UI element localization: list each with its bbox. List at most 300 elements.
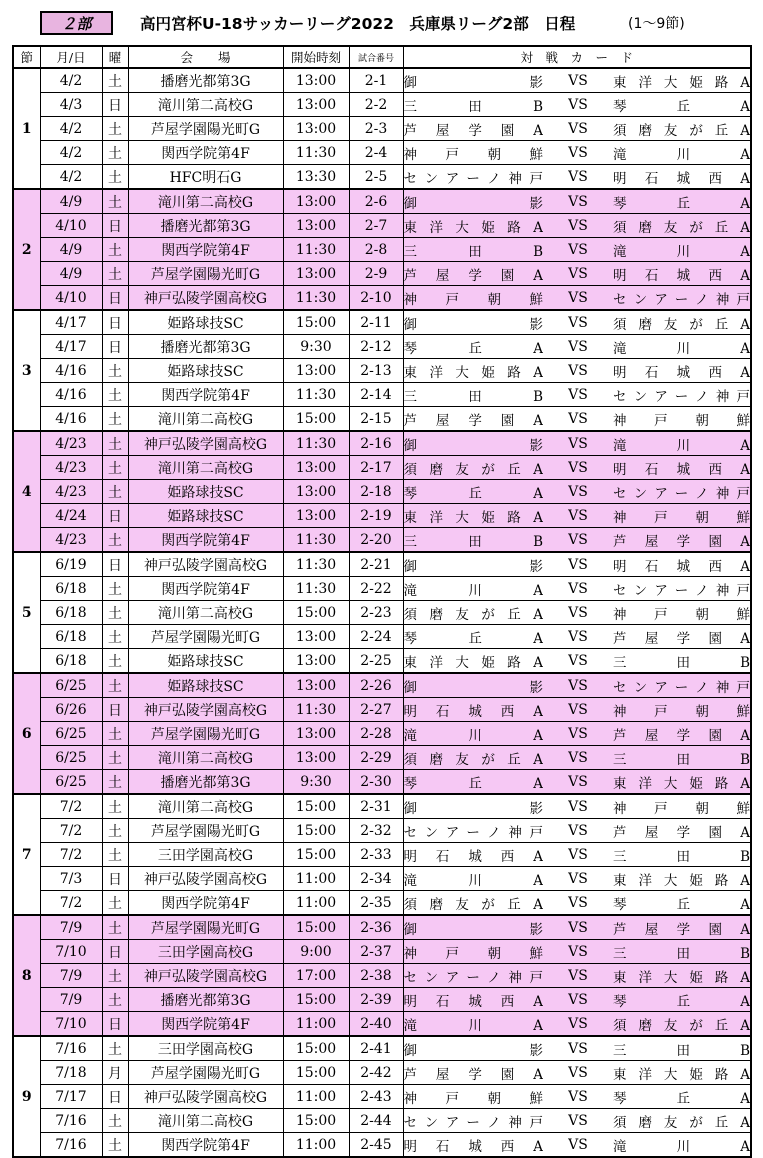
home-team: 御影 [403,558,543,575]
match-date: 7/2 [40,819,102,843]
away-team: 須磨友が丘A [613,1114,751,1131]
round-range: (1〜9節) [628,16,685,32]
match-venue: 神戸弘陵学園高校G [128,431,283,456]
home-team: センアーノ神戸 [403,969,543,986]
match-row [13,335,751,359]
match-venue: 関西学院第4F [128,577,283,601]
match-start-time: 9:00 [283,940,349,964]
vs-label: VS [543,1012,613,1037]
page-title: 高円宮杯U-18サッカーリーグ2022 兵庫県リーグ2部 日程 [140,15,576,33]
away-team: 芦屋学園A [613,921,751,938]
home-team: 神戸朝鮮 [403,146,543,163]
away-team-cell [613,117,751,141]
away-team-cell [613,480,751,504]
match-venue: 播磨光都第3G [128,214,283,238]
match-weekday: 土 [102,770,128,795]
match-venue: 滝川第二高校G [128,601,283,625]
home-team-cell [403,1061,543,1085]
away-team: 芦屋学園A [613,727,751,744]
vs-label: VS [543,93,613,117]
match-date: 7/16 [40,1133,102,1158]
match-venue: 姫路球技SC [128,649,283,674]
match-venue: 関西学院第4F [128,528,283,553]
match-weekday: 月 [102,1061,128,1085]
match-start-time: 13:00 [283,262,349,286]
match-row [13,238,751,262]
vs-label: VS [543,1061,613,1085]
home-team-cell [403,480,543,504]
round-number: 7 [13,794,40,915]
match-weekday: 土 [102,407,128,432]
away-team: 明石城西A [613,461,751,478]
match-venue: 関西学院第4F [128,238,283,262]
away-team-cell [613,722,751,746]
home-team-cell [403,262,543,286]
away-team: 明石城西A [613,558,751,575]
match-start-time: 13:00 [283,649,349,674]
match-date: 4/2 [40,165,102,190]
match-date: 7/18 [40,1061,102,1085]
match-weekday: 日 [102,335,128,359]
match-date: 4/9 [40,238,102,262]
match-weekday: 土 [102,189,128,214]
home-team-cell [403,383,543,407]
round-number: 4 [13,431,40,552]
vs-label: VS [543,1109,613,1133]
home-team: センアーノ神戸 [403,1114,543,1131]
home-team: センアーノ神戸 [403,170,543,187]
match-row [13,68,751,93]
match-venue: 播磨光都第3G [128,335,283,359]
vs-label: VS [543,141,613,165]
away-team: 東洋大姫路A [613,969,751,986]
match-date: 7/2 [40,843,102,867]
match-start-time: 13:00 [283,625,349,649]
match-venue: 姫路球技SC [128,504,283,528]
away-team: 東洋大姫路A [613,872,751,889]
schedule-table [12,45,752,1158]
match-number: 2-35 [349,891,403,916]
match-venue: 姫路球技SC [128,673,283,698]
match-weekday: 土 [102,843,128,867]
match-start-time: 11:30 [283,577,349,601]
home-team-cell [403,746,543,770]
home-team-cell [403,625,543,649]
match-date: 7/16 [40,1109,102,1133]
match-date: 6/18 [40,577,102,601]
match-weekday: 日 [102,310,128,335]
home-team-cell [403,867,543,891]
match-date: 4/24 [40,504,102,528]
match-row [13,625,751,649]
vs-label: VS [543,214,613,238]
header-matchup: 対 戦 カ ー ド [403,46,751,68]
match-start-time: 11:30 [283,698,349,722]
match-venue: 神戸弘陵学園高校G [128,867,283,891]
match-weekday: 日 [102,552,128,577]
match-weekday: 日 [102,286,128,311]
match-venue: 姫路球技SC [128,359,283,383]
away-team-cell [613,238,751,262]
away-team-cell [613,383,751,407]
home-team: 須磨友が丘A [403,606,543,623]
vs-label: VS [543,722,613,746]
match-row [13,577,751,601]
home-team-cell [403,141,543,165]
match-venue: 関西学院第4F [128,141,283,165]
match-number: 2-4 [349,141,403,165]
match-row [13,431,751,456]
home-team-cell [403,407,543,432]
match-row [13,286,751,311]
match-weekday: 土 [102,819,128,843]
home-team: 琴丘A [403,630,543,647]
match-weekday: 日 [102,867,128,891]
vs-label: VS [543,698,613,722]
match-date: 4/23 [40,431,102,456]
match-row [13,988,751,1012]
away-team-cell [613,698,751,722]
away-team-cell [613,286,751,311]
match-start-time: 13:00 [283,673,349,698]
match-date: 4/23 [40,456,102,480]
away-team-cell [613,915,751,940]
vs-label: VS [543,431,613,456]
match-venue: 芦屋学園陽光町G [128,1061,283,1085]
home-team: 須磨友が丘A [403,461,543,478]
match-venue: 播磨光都第3G [128,770,283,795]
home-team: センアーノ神戸 [403,824,543,841]
away-team: 琴丘A [613,1090,751,1107]
match-row [13,794,751,819]
header-weekday: 曜 [102,46,128,68]
away-team: 須磨友が丘A [613,122,751,139]
match-venue: 三田学園高校G [128,940,283,964]
away-team-cell [613,407,751,432]
home-team: 御影 [403,800,543,817]
home-team-cell [403,988,543,1012]
match-number: 2-43 [349,1085,403,1109]
match-date: 4/2 [40,141,102,165]
vs-label: VS [543,456,613,480]
away-team: 三田B [613,945,751,962]
match-number: 2-14 [349,383,403,407]
round-number: 9 [13,1036,40,1157]
match-venue: HFC明石G [128,165,283,190]
match-venue: 滝川第二高校G [128,1109,283,1133]
match-number: 2-8 [349,238,403,262]
match-date: 7/2 [40,891,102,916]
home-team: 須磨友が丘A [403,896,543,913]
match-weekday: 土 [102,1133,128,1158]
match-weekday: 日 [102,1012,128,1037]
match-number: 2-33 [349,843,403,867]
match-start-time: 15:00 [283,601,349,625]
away-team: 明石城西A [613,170,751,187]
match-number: 2-39 [349,988,403,1012]
match-date: 6/25 [40,770,102,795]
away-team-cell [613,1012,751,1037]
match-number: 2-19 [349,504,403,528]
match-start-time: 15:00 [283,310,349,335]
match-row [13,1085,751,1109]
match-date: 4/10 [40,214,102,238]
away-team: 琴丘A [613,195,751,212]
match-start-time: 11:00 [283,1133,349,1158]
match-row [13,746,751,770]
away-team: センアーノ神戸 [613,485,751,502]
match-number: 2-32 [349,819,403,843]
home-team: 東洋大姫路A [403,219,543,236]
match-date: 6/25 [40,722,102,746]
header-start-time: 開始時刻 [283,46,349,68]
match-weekday: 日 [102,698,128,722]
vs-label: VS [543,601,613,625]
match-start-time: 15:00 [283,843,349,867]
header-venue: 会 場 [128,46,283,68]
match-row [13,649,751,674]
home-team: 神戸朝鮮 [403,291,543,308]
match-number: 2-10 [349,286,403,311]
away-team-cell [613,891,751,916]
home-team-cell [403,722,543,746]
match-weekday: 土 [102,383,128,407]
away-team-cell [613,940,751,964]
vs-label: VS [543,238,613,262]
away-team-cell [613,262,751,286]
match-date: 6/18 [40,625,102,649]
home-team-cell [403,504,543,528]
match-date: 4/17 [40,335,102,359]
match-start-time: 11:00 [283,1012,349,1037]
match-number: 2-38 [349,964,403,988]
home-team-cell [403,189,543,214]
home-team: 明石城西A [403,1138,543,1155]
home-team-cell [403,1012,543,1037]
match-row [13,407,751,432]
away-team: 三田B [613,848,751,865]
away-team-cell [613,552,751,577]
away-team-cell [613,189,751,214]
match-row [13,528,751,553]
match-date: 4/2 [40,68,102,93]
match-start-time: 13:00 [283,456,349,480]
match-start-time: 13:00 [283,359,349,383]
away-team: 芦屋学園A [613,630,751,647]
home-team: 東洋大姫路A [403,654,543,671]
away-team: 滝川A [613,437,751,454]
match-start-time: 13:00 [283,722,349,746]
match-venue: 姫路球技SC [128,310,283,335]
vs-label: VS [543,770,613,795]
match-row [13,262,751,286]
match-weekday: 日 [102,214,128,238]
home-team: 三田B [403,388,543,405]
away-team-cell [613,843,751,867]
match-venue: 滝川第二高校G [128,746,283,770]
home-team: 芦屋学園A [403,267,543,284]
away-team-cell [613,625,751,649]
away-team: 神戸朝鮮 [613,606,751,623]
home-team: 芦屋学園A [403,412,543,429]
away-team: 芦屋学園A [613,533,751,550]
match-venue: 三田学園高校G [128,1036,283,1061]
match-start-time: 17:00 [283,964,349,988]
round-number: 8 [13,915,40,1036]
match-number: 2-16 [349,431,403,456]
round-number: 2 [13,189,40,310]
match-weekday: 土 [102,601,128,625]
match-date: 7/9 [40,915,102,940]
away-team-cell [613,746,751,770]
match-row [13,1036,751,1061]
match-row [13,770,751,795]
match-row [13,722,751,746]
match-number: 2-15 [349,407,403,432]
away-team: 三田B [613,654,751,671]
match-row [13,552,751,577]
match-start-time: 15:00 [283,819,349,843]
match-date: 7/9 [40,988,102,1012]
vs-label: VS [543,165,613,190]
match-number: 2-22 [349,577,403,601]
home-team-cell [403,649,543,674]
match-number: 2-36 [349,915,403,940]
vs-label: VS [543,915,613,940]
vs-label: VS [543,480,613,504]
match-venue: 神戸弘陵学園高校G [128,552,283,577]
header-match-no: 試合番号 [349,46,403,68]
match-venue: 関西学院第4F [128,1133,283,1158]
match-start-time: 13:00 [283,214,349,238]
vs-label: VS [543,819,613,843]
match-weekday: 土 [102,625,128,649]
vs-label: VS [543,189,613,214]
home-team: 御影 [403,921,543,938]
home-team: 琴丘A [403,340,543,357]
vs-label: VS [543,286,613,311]
home-team-cell [403,1133,543,1158]
home-team-cell [403,431,543,456]
vs-label: VS [543,843,613,867]
match-row [13,1061,751,1085]
division-label: ２部 [40,11,113,35]
home-team: 東洋大姫路A [403,509,543,526]
match-start-time: 11:00 [283,891,349,916]
home-team: 明石城西A [403,848,543,865]
away-team-cell [613,770,751,795]
match-number: 2-28 [349,722,403,746]
vs-label: VS [543,528,613,553]
match-number: 2-21 [349,552,403,577]
home-team-cell [403,794,543,819]
match-venue: 神戸弘陵学園高校G [128,698,283,722]
home-team-cell [403,93,543,117]
home-team-cell [403,286,543,311]
home-team: 東洋大姫路A [403,364,543,381]
away-team-cell [613,794,751,819]
match-row [13,601,751,625]
vs-label: VS [543,68,613,93]
away-team-cell [613,68,751,93]
match-date: 7/17 [40,1085,102,1109]
match-number: 2-5 [349,165,403,190]
vs-label: VS [543,577,613,601]
home-team-cell [403,359,543,383]
match-weekday: 土 [102,1109,128,1133]
away-team: 三田B [613,751,751,768]
home-team-cell [403,552,543,577]
match-row [13,310,751,335]
match-weekday: 土 [102,117,128,141]
vs-label: VS [543,988,613,1012]
home-team-cell [403,310,543,335]
home-team-cell [403,891,543,916]
away-team: 東洋大姫路A [613,1066,751,1083]
home-team: 御影 [403,679,543,696]
match-row [13,867,751,891]
match-venue: 関西学院第4F [128,891,283,916]
home-team-cell [403,577,543,601]
away-team-cell [613,964,751,988]
match-row [13,504,751,528]
away-team: 琴丘A [613,896,751,913]
match-row [13,480,751,504]
match-row [13,843,751,867]
match-number: 2-3 [349,117,403,141]
away-team-cell [613,1109,751,1133]
match-start-time: 15:00 [283,407,349,432]
match-date: 7/2 [40,794,102,819]
away-team: 滝川A [613,146,751,163]
match-venue: 滝川第二高校G [128,189,283,214]
match-venue: 神戸弘陵学園高校G [128,1085,283,1109]
round-number: 5 [13,552,40,673]
match-venue: 滝川第二高校G [128,93,283,117]
home-team-cell [403,214,543,238]
match-weekday: 日 [102,504,128,528]
match-number: 2-9 [349,262,403,286]
match-number: 2-20 [349,528,403,553]
match-venue: 滝川第二高校G [128,794,283,819]
match-start-time: 11:30 [283,431,349,456]
match-weekday: 土 [102,577,128,601]
away-team: 神戸朝鮮 [613,703,751,720]
away-team: 東洋大姫路A [613,74,751,91]
vs-label: VS [543,891,613,916]
match-number: 2-42 [349,1061,403,1085]
match-date: 4/9 [40,189,102,214]
away-team-cell [613,577,751,601]
away-team-cell [613,214,751,238]
home-team: 芦屋学園A [403,122,543,139]
away-team-cell [613,359,751,383]
match-start-time: 13:00 [283,117,349,141]
match-venue: 関西学院第4F [128,383,283,407]
away-team: 明石城西A [613,267,751,284]
home-team: 御影 [403,316,543,333]
vs-label: VS [543,359,613,383]
match-venue: 芦屋学園陽光町G [128,625,283,649]
home-team: 御影 [403,437,543,454]
home-team: 御影 [403,1042,543,1059]
away-team-cell [613,1036,751,1061]
match-date: 4/16 [40,359,102,383]
match-number: 2-6 [349,189,403,214]
home-team-cell [403,117,543,141]
match-number: 2-25 [349,649,403,674]
match-weekday: 土 [102,431,128,456]
